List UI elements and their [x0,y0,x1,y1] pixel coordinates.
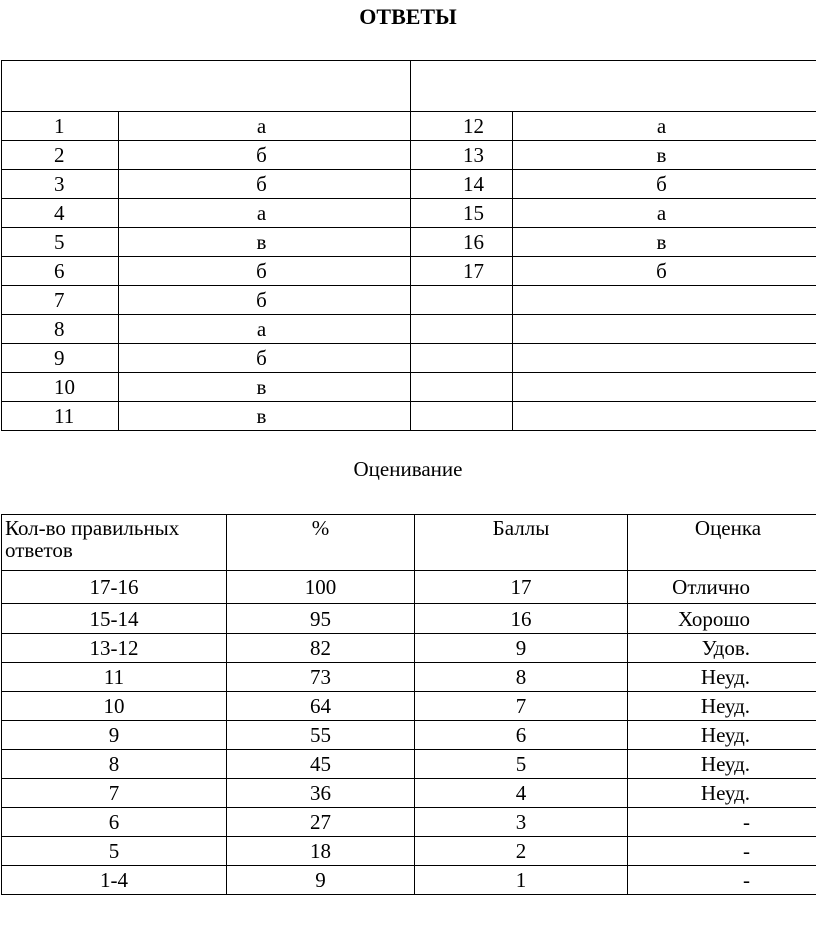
answer-letter: в [513,228,816,257]
percent-cell: 82 [227,634,415,663]
question-number: 11 [2,402,119,431]
correct-count-cell: 11 [2,663,227,692]
grade-cell: - [628,837,816,866]
correct-count-cell: 8 [2,750,227,779]
answer-letter [513,373,816,402]
question-number: 13 [411,141,513,170]
question-number: 17 [411,257,513,286]
grading-row [2,634,816,663]
percent-cell: 45 [227,750,415,779]
answers-header-cell-left [2,61,411,112]
grade-cell: Неуд. [628,721,816,750]
answer-letter: а [119,199,411,228]
grade-cell: - [628,808,816,837]
answer-row [2,141,816,170]
answers-header-row [2,61,816,112]
correct-count-cell: 17-16 [2,571,227,604]
answer-letter: б [119,141,411,170]
grading-table [1,514,816,895]
grade-cell: Неуд. [628,692,816,721]
grading-row [2,721,816,750]
correct-count-cell: 10 [2,692,227,721]
grading-title: Оценивание [353,457,463,481]
header-grade: Оценка [628,515,816,571]
question-number: 14 [411,170,513,199]
header-correct-count: Кол-во правильных ответов [2,515,227,571]
question-number [411,344,513,373]
answer-letter [513,315,816,344]
answer-letter: а [513,199,816,228]
answer-row [2,286,816,315]
answer-row [2,315,816,344]
question-number: 10 [2,373,119,402]
page-title: ОТВЕТЫ [359,4,457,29]
question-number [411,286,513,315]
answer-letter: а [513,112,816,141]
grading-row [2,571,816,604]
points-cell: 5 [415,750,628,779]
answer-row [2,373,816,402]
answer-letter [513,402,816,431]
question-number: 4 [2,199,119,228]
percent-cell: 18 [227,837,415,866]
points-cell: 3 [415,808,628,837]
correct-count-cell: 1-4 [2,866,227,895]
percent-cell: 36 [227,779,415,808]
grading-row [2,808,816,837]
question-number: 6 [2,257,119,286]
grading-row [2,866,816,895]
correct-count-cell: 6 [2,808,227,837]
answer-letter: б [119,170,411,199]
question-number: 15 [411,199,513,228]
grading-row [2,692,816,721]
answers-table [1,60,816,431]
points-cell: 16 [415,604,628,634]
percent-cell: 9 [227,866,415,895]
answer-letter: б [119,286,411,315]
question-number: 16 [411,228,513,257]
question-number [411,315,513,344]
points-cell: 17 [415,571,628,604]
question-number: 12 [411,112,513,141]
points-cell: 1 [415,866,628,895]
points-cell: 4 [415,779,628,808]
answer-letter: а [119,315,411,344]
question-number: 9 [2,344,119,373]
question-number [411,373,513,402]
answer-row [2,344,816,373]
grading-header-row [2,515,816,571]
percent-cell: 73 [227,663,415,692]
points-cell: 9 [415,634,628,663]
grade-cell: Неуд. [628,779,816,808]
answer-letter: б [513,257,816,286]
grade-cell: Неуд. [628,663,816,692]
points-cell: 2 [415,837,628,866]
grade-cell: Удов. [628,634,816,663]
percent-cell: 64 [227,692,415,721]
answer-letter: в [513,141,816,170]
answer-row [2,402,816,431]
correct-count-cell: 15-14 [2,604,227,634]
percent-cell: 95 [227,604,415,634]
grading-row [2,604,816,634]
question-number: 1 [2,112,119,141]
answer-letter [513,344,816,373]
answers-header-cell-right [411,61,816,112]
answer-row [2,112,816,141]
answer-letter [513,286,816,315]
question-number: 3 [2,170,119,199]
header-percent: % [227,515,415,571]
percent-cell: 55 [227,721,415,750]
percent-cell: 27 [227,808,415,837]
correct-count-cell: 5 [2,837,227,866]
points-cell: 6 [415,721,628,750]
question-number: 5 [2,228,119,257]
grade-cell: Хорошо [628,604,816,634]
grading-row [2,779,816,808]
answer-row [2,199,816,228]
answer-letter: в [119,228,411,257]
grading-row [2,837,816,866]
correct-count-cell: 13-12 [2,634,227,663]
question-number [411,402,513,431]
header-points: Баллы [415,515,628,571]
answer-letter: а [119,112,411,141]
answer-letter: б [513,170,816,199]
answer-letter: в [119,373,411,402]
question-number: 8 [2,315,119,344]
answer-letter: б [119,257,411,286]
points-cell: 7 [415,692,628,721]
correct-count-cell: 9 [2,721,227,750]
correct-count-cell: 7 [2,779,227,808]
question-number: 7 [2,286,119,315]
grade-cell: - [628,866,816,895]
grade-cell: Отлично [628,571,816,604]
answer-row [2,170,816,199]
percent-cell: 100 [227,571,415,604]
grading-row [2,663,816,692]
answer-letter: б [119,344,411,373]
grading-row [2,750,816,779]
answer-row [2,257,816,286]
answer-letter: в [119,402,411,431]
points-cell: 8 [415,663,628,692]
answer-row [2,228,816,257]
grade-cell: Неуд. [628,750,816,779]
question-number: 2 [2,141,119,170]
